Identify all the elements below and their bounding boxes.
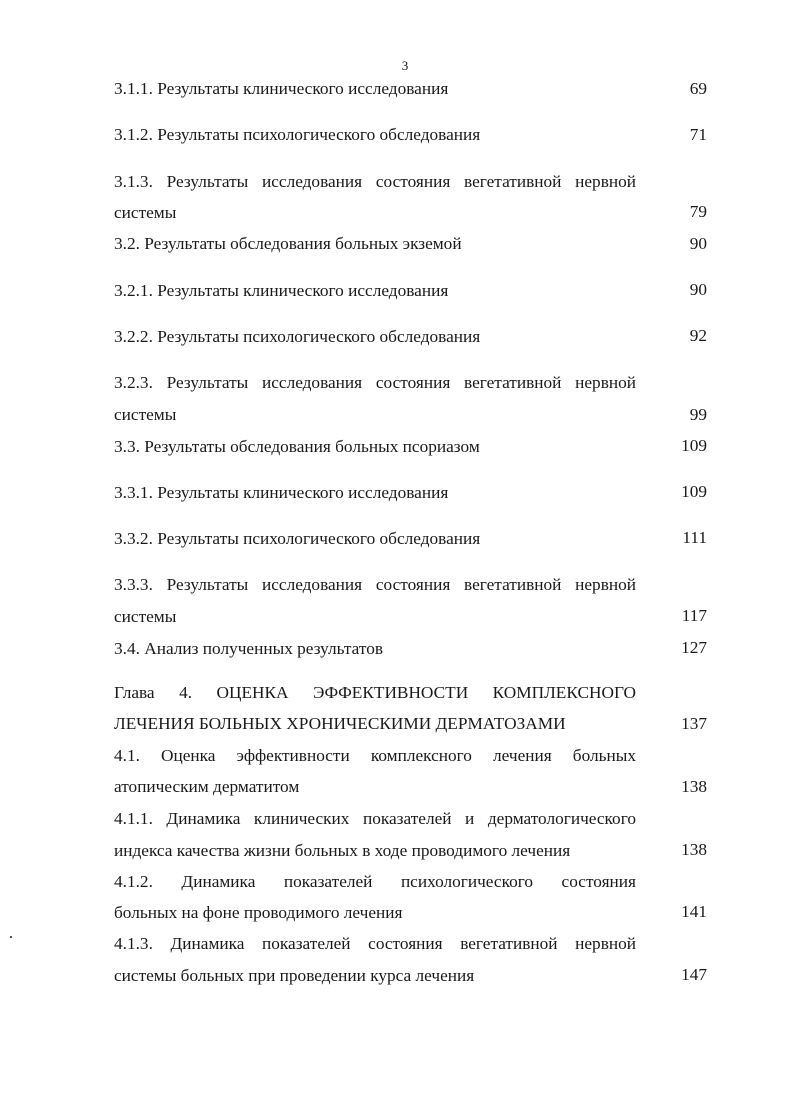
toc-entry-3-3-1: 3.3.1. Результаты клинического исследования: [114, 483, 449, 502]
toc-page-3-3-3: 117: [681, 606, 707, 625]
toc-chapter-4-line2: ЛЕЧЕНИЯ БОЛЬНЫХ ХРОНИЧЕСКИМИ ДЕРМАТОЗАМИ: [114, 714, 566, 733]
toc-page-4-1-2: 141: [681, 902, 707, 921]
toc-page-3-2-1: 90: [689, 280, 707, 299]
page-number: 3: [401, 58, 409, 73]
toc-entry-4-1-2-line2: больных на фоне проводимого лечения: [114, 903, 403, 922]
toc-entry-3-1-2: 3.1.2. Результаты психологического обследования: [114, 125, 481, 144]
toc-page-3-3: 109: [681, 436, 707, 455]
toc-page-3-1-3: 79: [689, 202, 707, 221]
toc-page-3-4: 127: [681, 638, 707, 657]
toc-entry-4-1-2-line1: 4.1.2. Динамика показателей психологического состояния: [114, 872, 636, 891]
toc-entry-4-1-1-line2: индекса качества жизни больных в ходе проводимого лечения: [114, 841, 571, 860]
toc-entry-3-2-3-line2: системы: [114, 405, 177, 424]
toc-page-chapter-4: 137: [681, 714, 707, 733]
toc-page-3-1-2: 71: [689, 125, 707, 144]
toc-entry-4-1-3-line2: системы больных при проведении курса лечения: [114, 966, 475, 985]
toc-entry-3-2-2: 3.2.2. Результаты психологического обследования: [114, 327, 481, 346]
toc-page-3-2-3: 99: [689, 405, 707, 424]
toc-entry-3-3-2: 3.3.2. Результаты психологического обследования: [114, 529, 481, 548]
toc-entry-4-1-1-line1: 4.1.1. Динамика клинических показателей и дерматологического: [114, 809, 636, 828]
toc-entry-3-3: 3.3. Результаты обследования больных псориазом: [114, 437, 480, 456]
toc-page-3-3-1: 109: [681, 482, 707, 501]
toc-entry-3-1-3-line1: 3.1.3. Результаты исследования состояния вегетативной нервной: [114, 172, 636, 191]
toc-entry-3-3-3-line1: 3.3.3. Результаты исследования состояния вегетативной нервной: [114, 575, 636, 594]
toc-entry-3-4: 3.4. Анализ полученных результатов: [114, 639, 383, 658]
toc-page-4-1-1: 138: [681, 840, 707, 859]
toc-page-3-1-1: 69: [689, 79, 707, 98]
toc-page-4-1-3: 147: [681, 965, 707, 984]
toc-page-3-3-2: 111: [682, 528, 707, 547]
toc-entry-3-1-1: 3.1.1. Результаты клинического исследования: [114, 79, 449, 98]
toc-page-3-2: 90: [689, 234, 707, 253]
toc-entry-3-2-1: 3.2.1. Результаты клинического исследования: [114, 281, 449, 300]
toc-entry-3-1-3-line2: системы: [114, 203, 177, 222]
toc-entry-4-1-3-line1: 4.1.3. Динамика показателей состояния вегетативной нервной: [114, 934, 636, 953]
toc-page-4-1: 138: [681, 777, 707, 796]
toc-entry-3-3-3-line2: системы: [114, 607, 177, 626]
toc-entry-4-1-line2: атопическим дерматитом: [114, 777, 300, 796]
toc-entry-4-1-line1: 4.1. Оценка эффективности комплексного лечения больных: [114, 746, 636, 765]
toc-entry-3-2-3-line1: 3.2.3. Результаты исследования состояния вегетативной нервной: [114, 373, 636, 392]
toc-entry-3-2: 3.2. Результаты обследования больных экземой: [114, 234, 462, 253]
toc-page-3-2-2: 92: [689, 326, 707, 345]
scan-speck: [10, 936, 12, 938]
toc-chapter-4-line1: Глава 4. ОЦЕНКА ЭФФЕКТИВНОСТИ КОМПЛЕКСНОГО: [114, 683, 636, 702]
